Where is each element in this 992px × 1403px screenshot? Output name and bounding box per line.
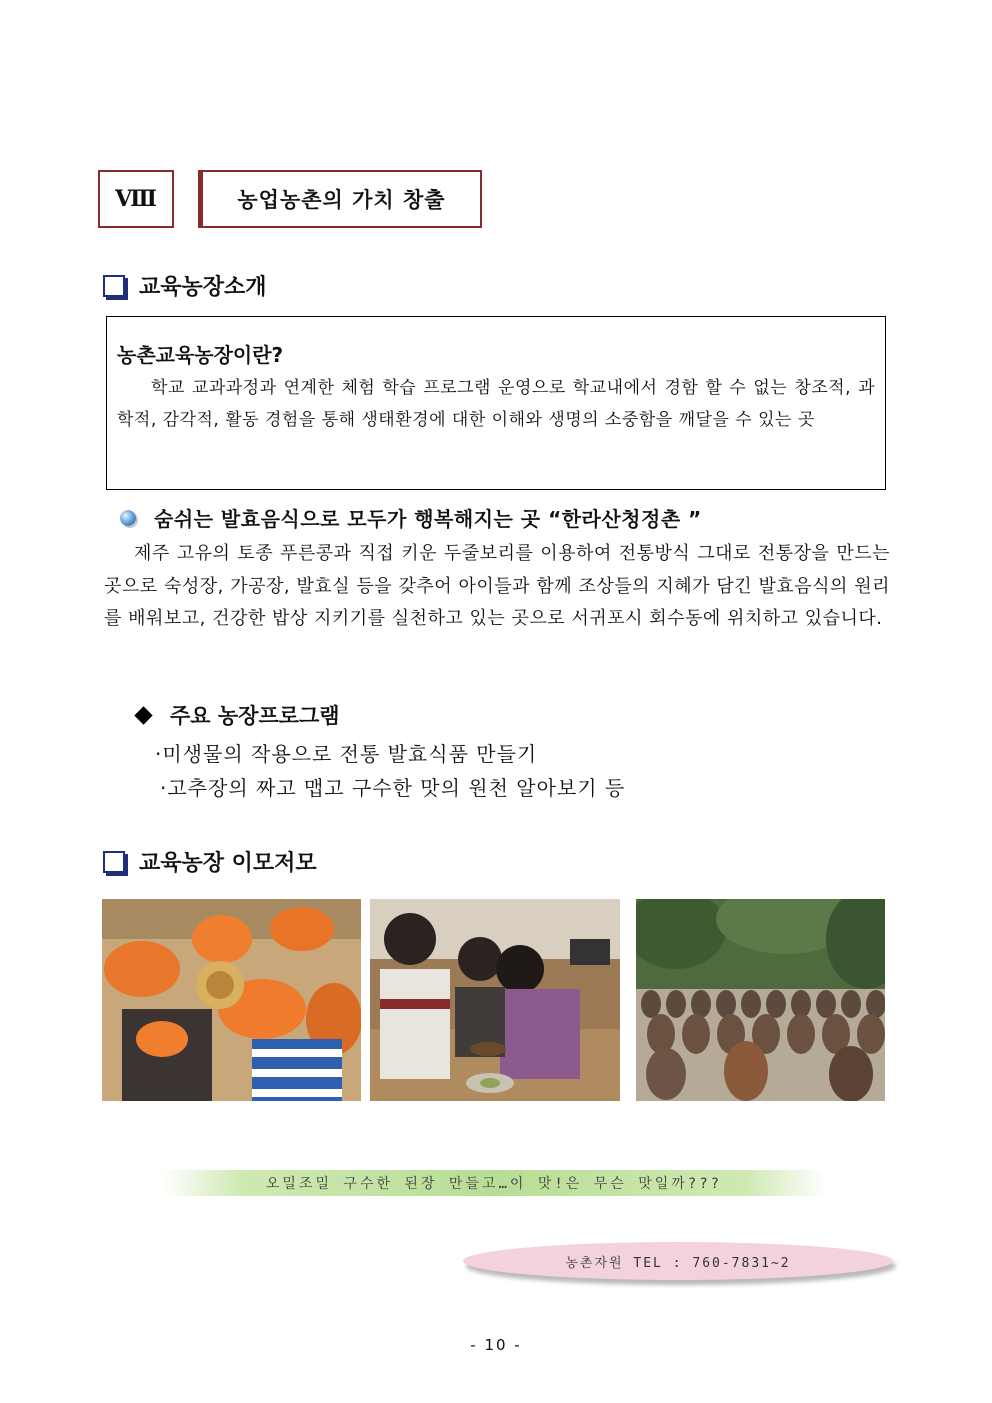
gallery-heading: [103, 846, 317, 877]
definition-title: 농촌교육농장이란?: [117, 343, 284, 367]
caption-banner: 오밀조밀 구수한 된장 만들고…이 맛!은 무슨 맛일까???: [162, 1170, 826, 1196]
programs-heading-text: 주요 농장프로그램: [170, 704, 340, 728]
checkbox-icon: [103, 851, 125, 873]
section-title: 농업농촌의 가치 창출: [198, 170, 482, 228]
page-number: - 10 -: [470, 1336, 522, 1354]
photo-children-making-paste: [102, 899, 361, 1101]
definition-box: [106, 316, 886, 490]
section-number: Ⅷ: [98, 170, 174, 228]
farm-heading: [120, 503, 702, 532]
diamond-bullet-icon: [134, 706, 152, 724]
photo-fermentation-jars: [636, 899, 885, 1101]
program-item: ‧고추장의 짜고 맵고 구수한 맛의 원천 알아보기 등: [160, 776, 626, 800]
globe-bullet-icon: [120, 510, 136, 526]
farm-heading-text: 숨쉬는 발효음식으로 모두가 행복해지는 곳 “한라산청정촌 ”: [154, 507, 702, 531]
farm-description: 제주 고유의 토종 푸른콩과 직접 키운 두줄보리를 이용하여 전통방식 그대로 전통장을 만드는 곳으로 숙성장, 가공장, 발효실 등을 갖추어 아이들과 함께 조상들의 지혜가 담긴 발효음식의 원리를 배워보고, 건강한 밥상 지키기를 실천하고 있는 곳으로 서귀포시 회수동에 위치하고 있습니다.: [104, 543, 890, 629]
intro-heading-text: 교육농장소개: [139, 275, 267, 300]
gallery-heading-text: 교육농장 이모저모: [139, 851, 317, 876]
photo-children-at-table: [370, 899, 620, 1101]
programs-heading: [133, 700, 340, 730]
intro-heading: [103, 270, 267, 301]
contact-badge: 농촌자원 TEL : 760-7831~2: [463, 1242, 893, 1280]
definition-text: 학교 교과과정과 연계한 체험 학습 프로그램 운영으로 학교내에서 경함 할 수 없는 창조적, 과학적, 감각적, 활동 경험을 통해 생태환경에 대한 이해와 생명의 소중함을 깨달을 수 있는 곳: [117, 378, 875, 430]
checkbox-icon: [103, 275, 125, 297]
program-item: ‧미생물의 작용으로 전통 발효식품 만들기: [155, 742, 538, 766]
